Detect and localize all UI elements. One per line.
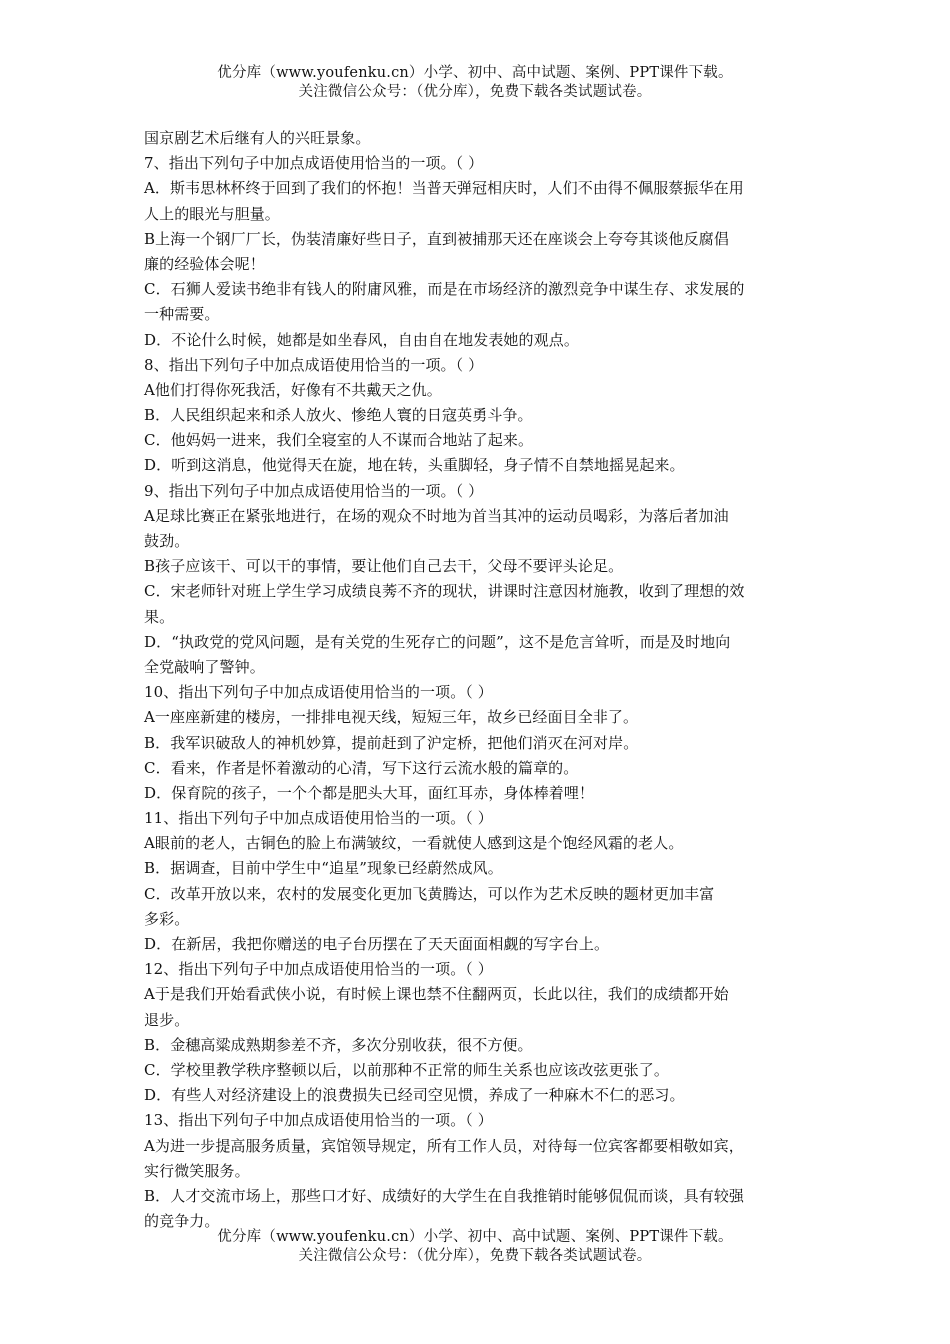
text-line: 13、指出下列句子中加点成语使用恰当的一项。（ ） <box>144 1111 493 1130</box>
text-line: A为进一步提高服务质量，宾馆领导规定，所有工作人员，对待每一位宾客都要相敬如宾， <box>144 1136 744 1155</box>
text-line: A．斯韦思林杯终于回到了我们的怀抱！当普天弹冠相庆时，人们不由得不佩服蔡振华在用 <box>144 179 744 198</box>
text-line: C．改革开放以来，农村的发展变化更加飞黄腾达，可以作为艺术反映的题材更加丰富 <box>144 884 715 903</box>
text-line: D．有些人对经济建设上的浪费损失已经司空见惯，养成了一种麻木不仁的恶习。 <box>144 1086 685 1105</box>
text-line: D．“执政党的党风问题，是有关党的生死存亡的问题”，这不是危言耸听，而是及时地向 <box>144 632 731 651</box>
header-line-2: 关注微信公众号：（优分库），免费下载各类试题试卷。 <box>298 84 652 100</box>
text-line: 9、指出下列句子中加点成语使用恰当的一项。（ ） <box>144 481 484 500</box>
text-line: B．我军识破敌人的神机妙算，提前赶到了沪定桥，把他们消灭在河对岸。 <box>144 733 639 752</box>
text-line: 7、指出下列句子中加点成语使用恰当的一项。（ ） <box>144 154 484 173</box>
page-header <box>0 64 950 102</box>
text-line: 果。 <box>144 607 175 626</box>
text-line: 一种需要。 <box>144 305 220 324</box>
text-line: 多彩。 <box>144 909 190 928</box>
text-line: A足球比赛正在紧张地进行，在场的观众不时地为首当其冲的运动员喝彩，为落后者加油 <box>144 506 729 525</box>
text-line: B上海一个钢厂厂长，伪装清廉好些日子，直到被捕那天还在座谈会上夸夸其谈他反腐倡 <box>144 229 729 248</box>
text-line: A一座座新建的楼房，一排排电视天线，短短三年，故乡已经面目全非了。 <box>144 708 639 727</box>
text-line: B孩子应该干、可以干的事情，要让他们自己去干，父母不要评头论足。 <box>144 557 624 576</box>
text-line: 实行微笑服务。 <box>144 1161 250 1180</box>
text-line: C．学校里教学秩序整顿以后，以前那种不正常的师生关系也应该改弦更张了。 <box>144 1060 669 1079</box>
text-line: 8、指出下列句子中加点成语使用恰当的一项。（ ） <box>144 355 484 374</box>
text-line: B．据调查，目前中学生中“追星”现象已经蔚然成风。 <box>144 859 503 878</box>
text-line: B．人民组织起来和杀人放火、惨绝人寰的日寇英勇斗争。 <box>144 406 533 425</box>
text-line: B．人才交流市场上，那些口才好、成绩好的大学生在自我推销时能够侃侃而谈，具有较强 <box>144 1186 745 1205</box>
text-line: C．他妈妈一进来，我们全寝室的人不谋而合地站了起来。 <box>144 431 534 450</box>
text-line: 11、指出下列句子中加点成语使用恰当的一项。（ ） <box>144 809 493 828</box>
text-line: A眼前的老人，古铜色的脸上布满皱纹，一看就使人感到这是个饱经风霜的老人。 <box>144 834 684 853</box>
text-line: 鼓劲。 <box>144 532 190 550</box>
text-line: 的竞争力。 <box>144 1212 220 1231</box>
text-line: D．听到这消息，他觉得天在旋，地在转，头重脚轻，身子情不自禁地摇晃起来。 <box>144 456 685 475</box>
text-line: 全党敲响了警钟。 <box>144 657 265 676</box>
text-line: A于是我们开始看武侠小说，有时候上课也禁不住翻两页，长此以往，我们的成绩都开始 <box>144 985 729 1004</box>
text-line: D．不论什么时候，她都是如坐春风，自由自在地发表她的观点。 <box>144 330 579 349</box>
text-line: 10、指出下列句子中加点成语使用恰当的一项。（ ） <box>144 683 493 702</box>
text-line: D．在新居，我把你赠送的电子台历摆在了天天面面相觑的写字台上。 <box>144 935 610 953</box>
text-line: 人上的眼光与胆量。 <box>144 204 280 223</box>
text-line: B．金穗高粱成熟期参差不齐，多次分别收获，很不方便。 <box>144 1035 533 1054</box>
text-line: C．看来，作者是怀着激动的心清，写下这行云流水般的篇章的。 <box>144 758 579 777</box>
text-line: C．石狮人爱读书绝非有钱人的附庸风雅，而是在市场经济的激烈竞争中谋生存、求发展的 <box>144 280 745 299</box>
header-line-1: 优分库（www.youfenku.cn）小学、初中、高中试题、案例、PPT课件下载。 <box>217 65 733 81</box>
text-line: D．保育院的孩子，一个个都是肥头大耳，面红耳赤，身体棒着哩！ <box>144 783 595 802</box>
text-line: 廉的经验体会呢！ <box>144 254 265 273</box>
text-line: C．宋老师针对班上学生学习成绩良莠不齐的现状，讲课时注意因材施教，收到了理想的效 <box>144 582 745 601</box>
document-body <box>144 126 816 1234</box>
text-line: 12、指出下列句子中加点成语使用恰当的一项。（ ） <box>144 960 493 979</box>
footer-line-1: 优分库（www.youfenku.cn）小学、初中、高中试题、案例、PPT课件下载。 <box>217 1229 733 1245</box>
text-line: A他们打得你死我活，好像有不共戴天之仇。 <box>144 380 442 399</box>
footer-line-2: 关注微信公众号：（优分库），免费下载各类试题试卷。 <box>298 1248 652 1264</box>
text-line: 退步。 <box>144 1010 190 1029</box>
page-footer <box>0 1228 950 1266</box>
text-line: 国京剧艺术后继有人的兴旺景象。 <box>144 129 371 147</box>
